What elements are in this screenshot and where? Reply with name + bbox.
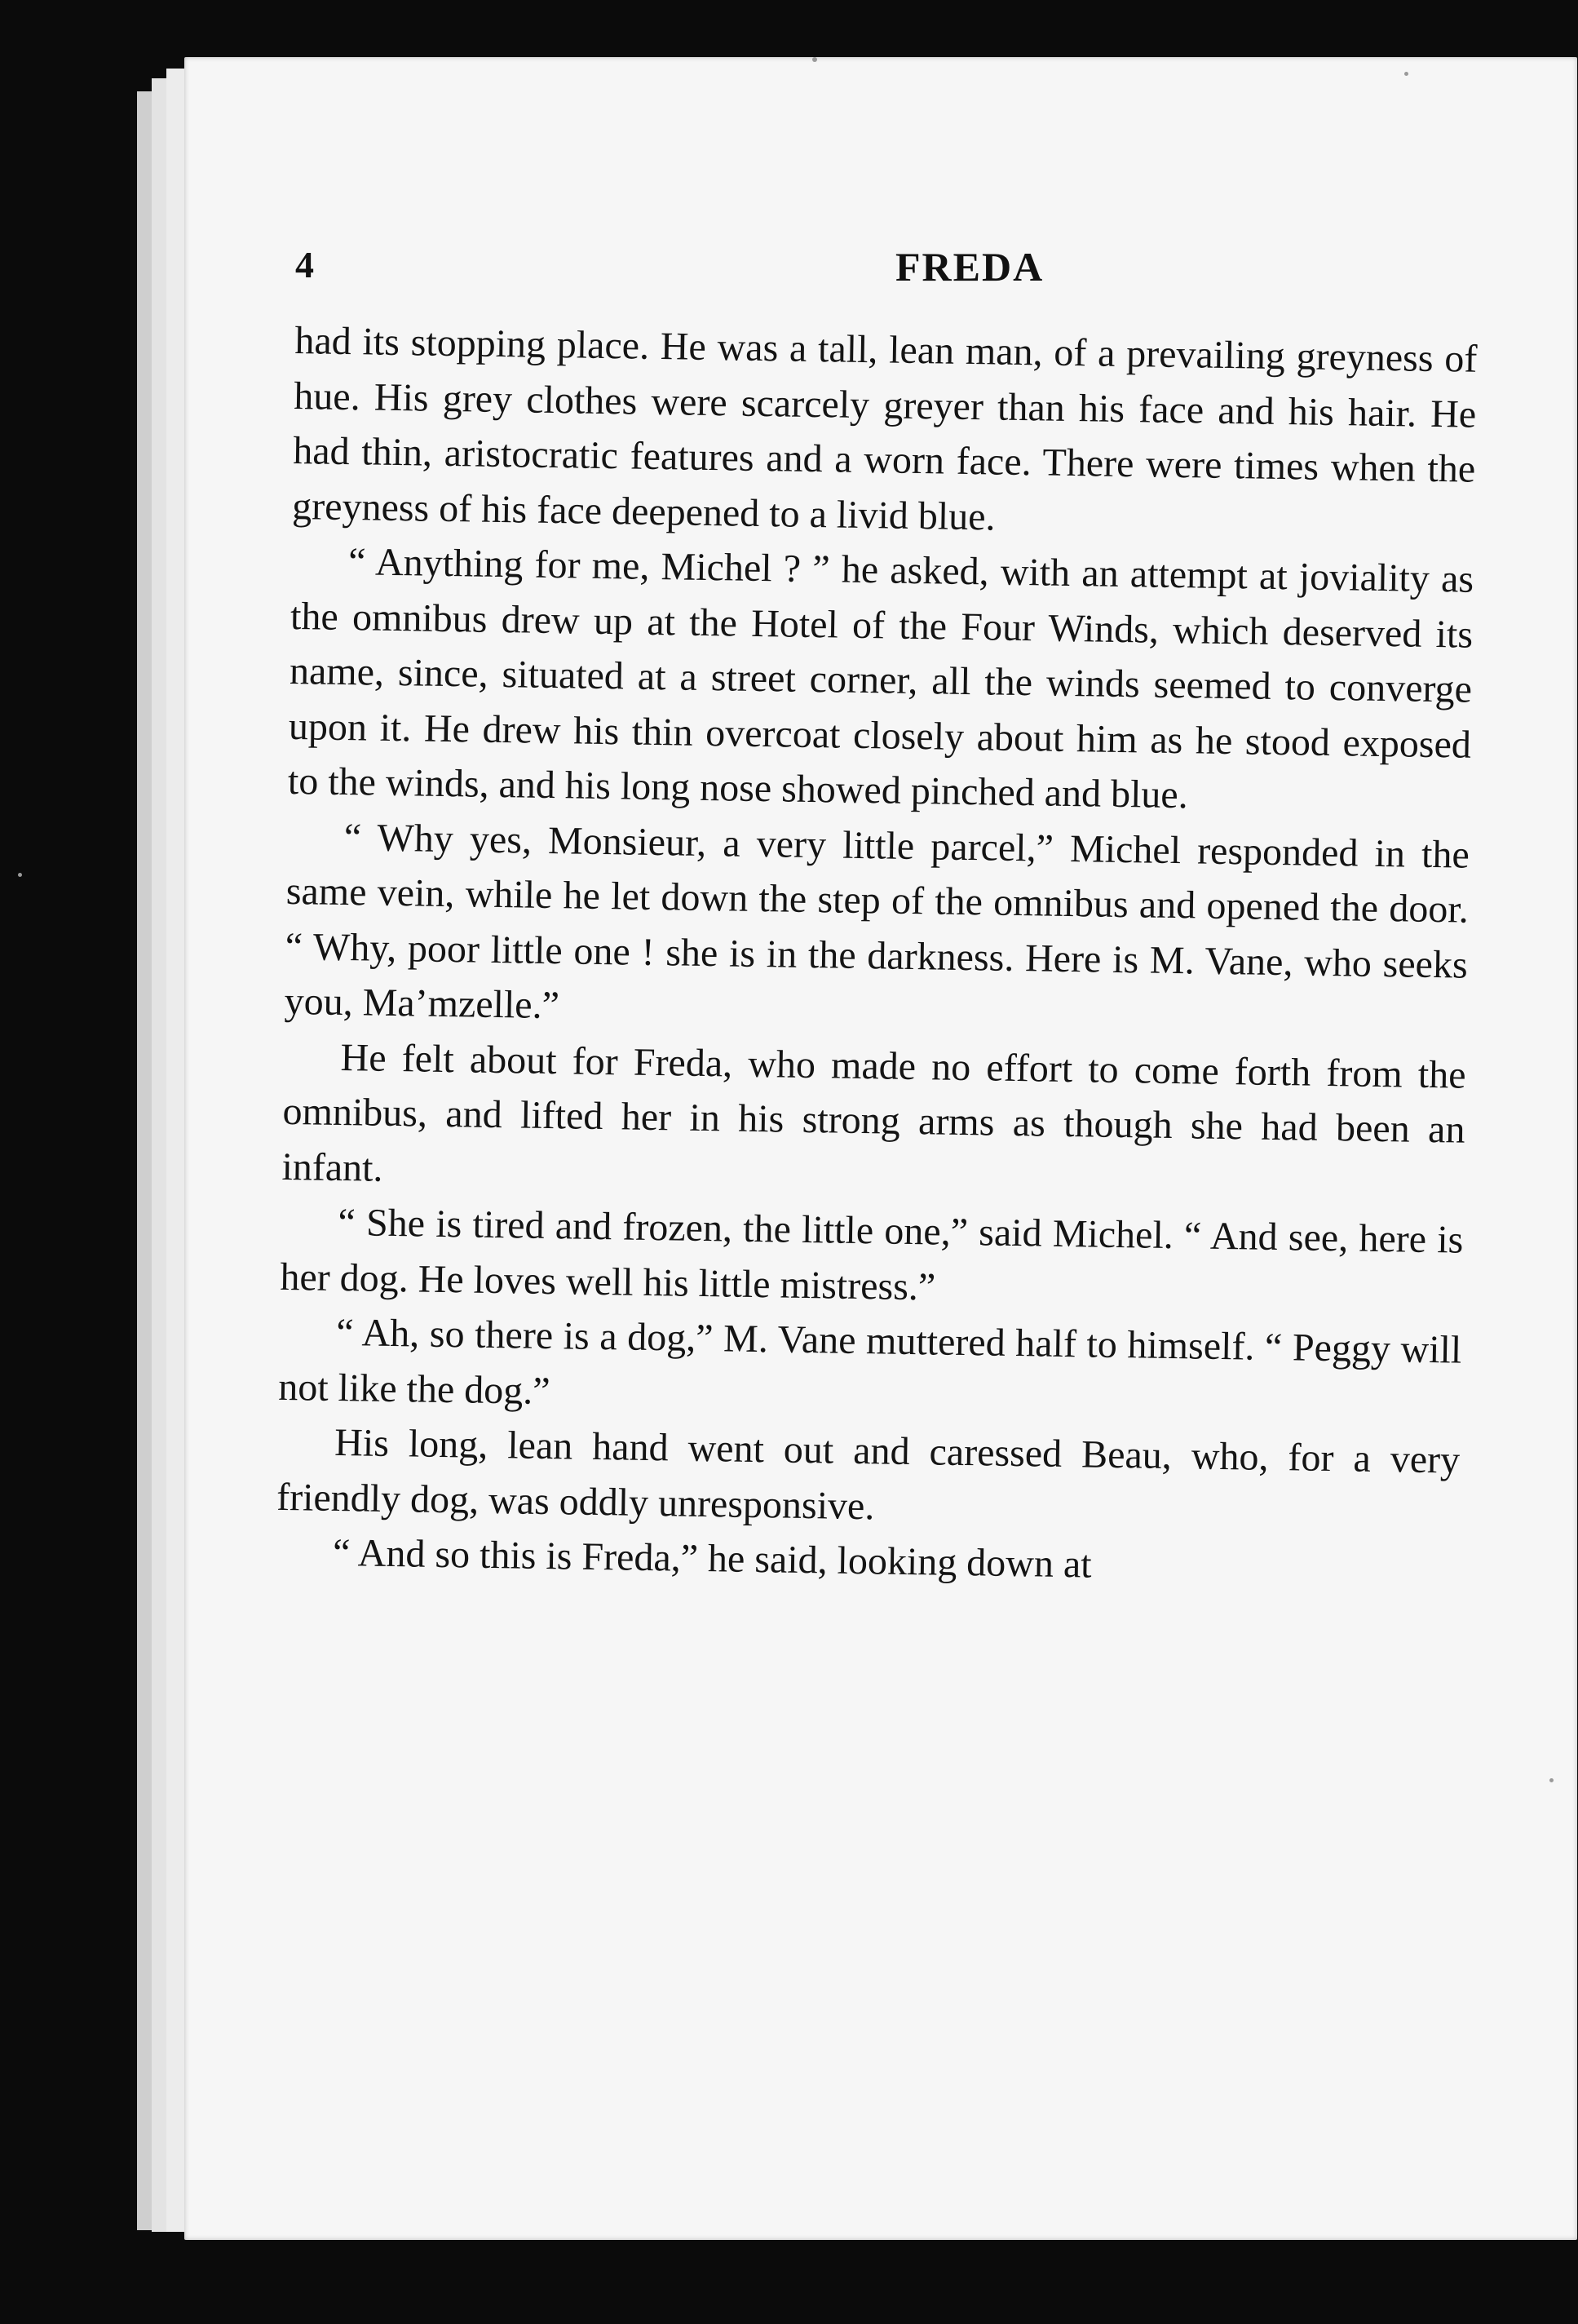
paragraph: “ And so this is Freda,” he said, looking down at [332, 1530, 1093, 1587]
paragraph: He felt about for Freda, who made no effort to come forth from the omnibus, and lifted her in his strong arms as though she had been an infant. [281, 1035, 1466, 1190]
paragraph: “ Why yes, Monsieur, a very little parcel,” Michel responded in the same vein, while he let down the step of the omnibus and opened the door. “ Why, poor little one ! she is in the darkness. Here is M. Vane, who seeks you, Ma’mzelle.” [284, 815, 1470, 1028]
scan-speck [1549, 1778, 1554, 1782]
page-number: 4 [295, 244, 314, 286]
paragraph: “ Anything for me, Michel ? ” he asked, with an attempt at joviality as the omnibus drew up at the Hotel of the Four Winds, which deserved its name, since, situated at a street corner, all the winds seemed to converge upon it. He drew his thin overcoat closely about him as he stood exposed to the winds, and his long nose showed pinched and blue. [287, 540, 1474, 817]
body-text [276, 313, 1478, 1598]
running-head [295, 243, 1478, 292]
scan-speck [18, 873, 22, 877]
scan-speck [1404, 72, 1408, 76]
paragraph: “ Ah, so there is a dog,” M. Vane muttered half to himself. “ Peggy will not like the dog.” [277, 1310, 1462, 1413]
paragraph: His long, lean hand went out and caressed Beau, who, for a very friendly dog, was oddly unresponsive. [276, 1420, 1461, 1528]
paragraph: had its stopping place. He was a tall, lean man, of a prevailing greyness of hue. His grey clothes were scarcely greyer than his face and his hair. He had thin, aristocratic features and a worn face. There were times when the greyness of his face deepened to a livid blue. [291, 318, 1478, 539]
paragraph: “ She is tired and frozen, the little one,” said Michel. “ And see, here is her dog. He loves well his little mistress.” [280, 1200, 1464, 1308]
scan-speck [812, 57, 817, 62]
book-title: FREDA [895, 244, 1045, 290]
